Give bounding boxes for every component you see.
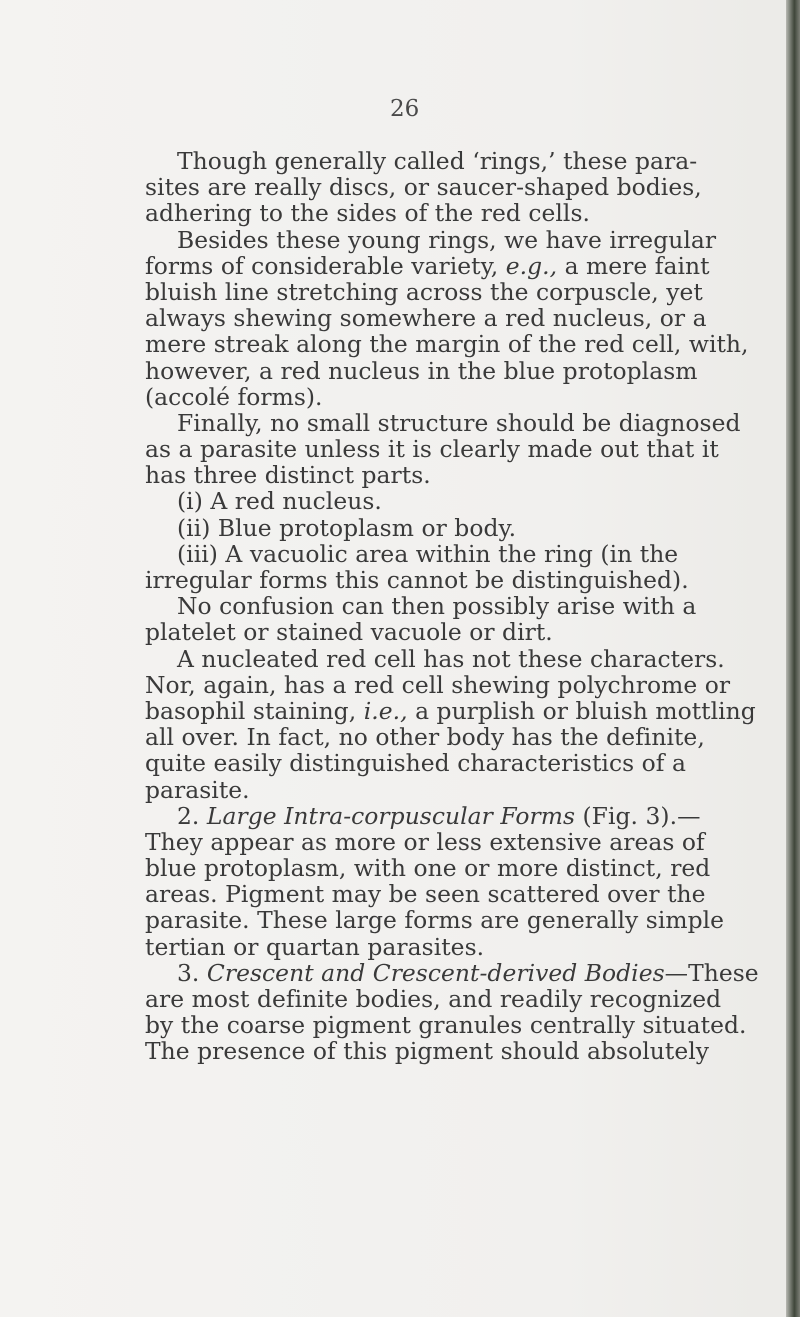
text-line: all over. In fact, no other body has the definite, bbox=[145, 723, 705, 752]
section-heading-line bbox=[145, 803, 745, 829]
text-line: as a parasite unless it is clearly made out that it bbox=[145, 435, 719, 464]
text-line: They appear as more or less extensive areas of bbox=[145, 827, 705, 856]
text-line: Finally, no small structure should be diagnosed bbox=[177, 408, 741, 437]
italic-abbreviation: i.e., bbox=[363, 696, 408, 725]
text-line: irregular forms this cannot be distinguished). bbox=[145, 566, 689, 594]
text-span: —These bbox=[664, 958, 759, 987]
text-span: a purplish or bluish mottling bbox=[407, 696, 756, 725]
text-span: forms of considerable variety, bbox=[145, 251, 506, 280]
text-line: (accolé forms). bbox=[145, 382, 323, 411]
section-heading-line bbox=[145, 958, 759, 987]
text-span: a mere faint bbox=[557, 251, 710, 280]
text-line: No confusion can then possibly arise with a bbox=[177, 592, 697, 621]
section-heading: Large Intra-corpuscular Forms bbox=[206, 801, 576, 830]
text-span: (Fig. 3).— bbox=[575, 801, 701, 830]
list-item: (i) A red nucleus. bbox=[177, 487, 382, 516]
text-line: Nor, again, has a red cell shewing polychrome or bbox=[145, 670, 731, 699]
text-line: are most definite bodies, and readily recognized bbox=[145, 985, 722, 1013]
page-number: 26 bbox=[390, 96, 420, 122]
text-line bbox=[145, 253, 745, 279]
text-line bbox=[145, 696, 756, 725]
text-line: A nucleated red cell has not these characters. bbox=[177, 644, 725, 673]
text-line: bluish line stretching across the corpuscle, yet bbox=[145, 277, 703, 306]
section-number: 2. bbox=[177, 801, 207, 830]
text-line: mere streak along the margin of the red cell, with, bbox=[145, 330, 749, 359]
text-line: The presence of this pigment should absolutely bbox=[145, 1037, 710, 1066]
text-line: Besides these young rings, we have irregular bbox=[177, 225, 717, 254]
italic-abbreviation: e.g., bbox=[505, 251, 558, 280]
text-line: by the coarse pigment granules centrally situated. bbox=[145, 1011, 747, 1040]
text-line: always shewing somewhere a red nucleus, or a bbox=[145, 304, 707, 333]
list-item: (iii) A vacuolic area within the ring (in the bbox=[177, 539, 679, 568]
text-line: quite easily distinguished characteristics of a bbox=[145, 749, 686, 778]
text-line: adhering to the sides of the red cells. bbox=[145, 199, 591, 228]
text-line: blue protoplasm, with one or more distinct, red bbox=[145, 854, 711, 883]
text-line: tertian or quartan parasites. bbox=[145, 932, 485, 961]
text-line: has three distinct parts. bbox=[145, 461, 431, 490]
list-item: (ii) Blue protoplasm or body. bbox=[177, 513, 517, 542]
book-edge-shadow bbox=[786, 0, 800, 1317]
text-line: parasite. These large forms are generally simple bbox=[145, 906, 725, 935]
text-line: parasite. bbox=[145, 775, 250, 804]
text-span: basophil staining, bbox=[145, 696, 364, 725]
body-text bbox=[145, 147, 759, 1066]
text-line: sites are really discs, or saucer-shaped bodies, bbox=[145, 173, 702, 202]
text-line: Though generally called ‘rings,’ these para- bbox=[177, 147, 698, 175]
text-line: however, a red nucleus in the blue protoplasm bbox=[145, 356, 698, 385]
text-line: areas. Pigment may be seen scattered over the bbox=[145, 880, 706, 909]
section-heading: Crescent and Crescent-derived Bodies bbox=[206, 958, 665, 987]
section-number: 3. bbox=[177, 958, 207, 987]
text-line: platelet or stained vacuole or dirt. bbox=[145, 618, 553, 647]
